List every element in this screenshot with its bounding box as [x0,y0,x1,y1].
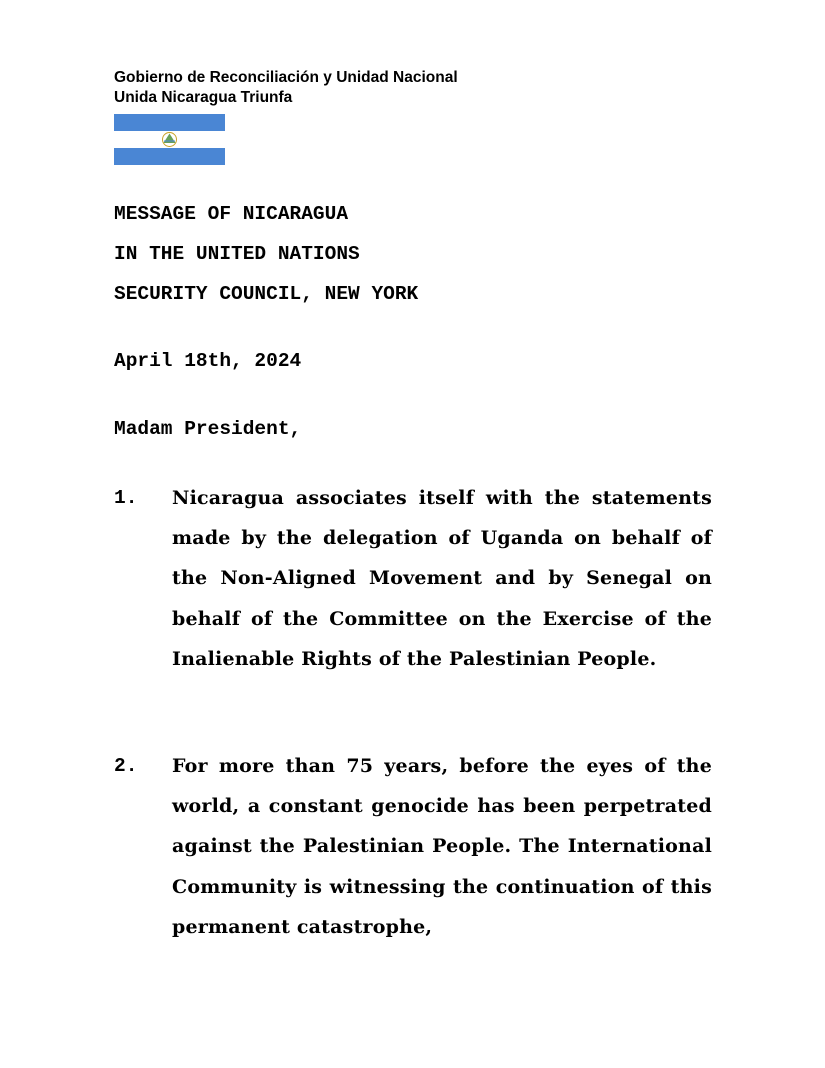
document-title-line-3: SECURITY COUNCIL, NEW YORK [114,283,419,305]
government-motto: Unida Nicaragua Triunfa [114,89,293,106]
paragraph-text: Nicaragua associates itself with the statements made by the delegation of Uganda on behalf of the Non-Aligned Movement and by Senegal on behalf of the Committee on the Exercise of the Inalienable Rights of the Palestinian People. [172,487,712,670]
document-title-line-2: IN THE UNITED NATIONS [114,243,360,265]
numbered-paragraph [114,478,712,679]
document-date: April 18th, 2024 [114,350,302,372]
letterhead [114,68,458,108]
document-title-line-1: MESSAGE OF NICARAGUA [114,203,349,225]
numbered-paragraph [114,746,712,947]
paragraph-number: 2. [114,755,138,777]
salutation: Madam President, [114,418,302,440]
paragraph-text: For more than 75 years, before the eyes of the world, a constant genocide has been perpetrated against the Palestinian People. The International Community is witnessing the continuation of this permanent catastrophe, [172,755,712,938]
nicaragua-flag-icon [114,114,225,165]
government-name: Gobierno de Reconciliación y Unidad Nacional [114,69,458,86]
paragraph-number: 1. [114,487,138,509]
